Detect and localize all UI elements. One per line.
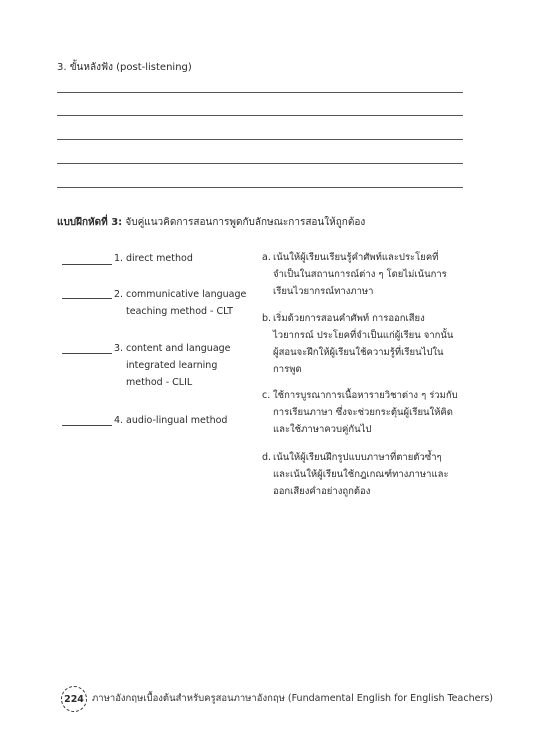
- answer-line: [57, 163, 463, 164]
- option-c: c. ใช้การบูรณาการเนื้อหารายวิชาต่าง ๆ ร่วมกับ การเรียนภาษา ซึ่งจะช่วยกระตุ้นผู้เรียนให้คิด และใช้ภาษาควบคู่กันไป: [262, 390, 458, 435]
- exercise-instruction: จับคู่แนวคิดการสอนการพูดกับลักษณะการสอนให้ถูกต้อง: [125, 217, 366, 228]
- answer-blank: [62, 264, 112, 265]
- answer-blank: [62, 298, 112, 299]
- exercise-title: [57, 215, 365, 230]
- method-item: 3. content and language integrated learning method - CLIL: [114, 343, 231, 388]
- answer-blank: [62, 353, 112, 354]
- answer-line: [57, 115, 463, 116]
- method-item: 2. communicative language teaching method - CLT: [114, 289, 247, 317]
- option-d: d. เน้นให้ผู้เรียนฝึกรูปแบบภาษาที่ตายตัวซ้ำๆ และเน้นให้ผู้เรียนใช้กฎเกณฑ์ทางภาษาและ ออกเสียงคำอย่างถูกต้อง: [262, 452, 449, 497]
- method-item: 1. direct method: [114, 253, 193, 264]
- footer-text: ภาษาอังกฤษเบื้องต้นสำหรับครูสอนภาษาอังกฤษ (Fundamental English for English Teachers): [92, 693, 493, 704]
- option-a: a. เน้นให้ผู้เรียนเรียนรู้คำศัพท์และประโยคที่ จำเป็นในสถานการณ์ต่าง ๆ โดยไม่เน้นการ เรียนไวยากรณ์ทางภาษา: [262, 252, 447, 297]
- answer-line: [57, 92, 463, 93]
- section-heading: 3. ขั้นหลังฟัง (post-listening): [57, 62, 192, 73]
- answer-line: [57, 139, 463, 140]
- method-item: 4. audio-lingual method: [114, 415, 228, 426]
- exercise-label: แบบฝึกหัดที่ 3:: [57, 217, 123, 228]
- page-number: 224: [61, 686, 87, 712]
- answer-line: [57, 187, 463, 188]
- answer-blank: [62, 425, 112, 426]
- option-b: b. เริ่มด้วยการสอนคำศัพท์ การออกเสียง ไวยากรณ์ ประโยคที่จำเป็นแก่ผู้เรียน จากนั้น ผู้สอนจะฝึกให้ผู้เรียนใช้ความรู้ที่เรียนไปใน การพูด: [262, 313, 454, 375]
